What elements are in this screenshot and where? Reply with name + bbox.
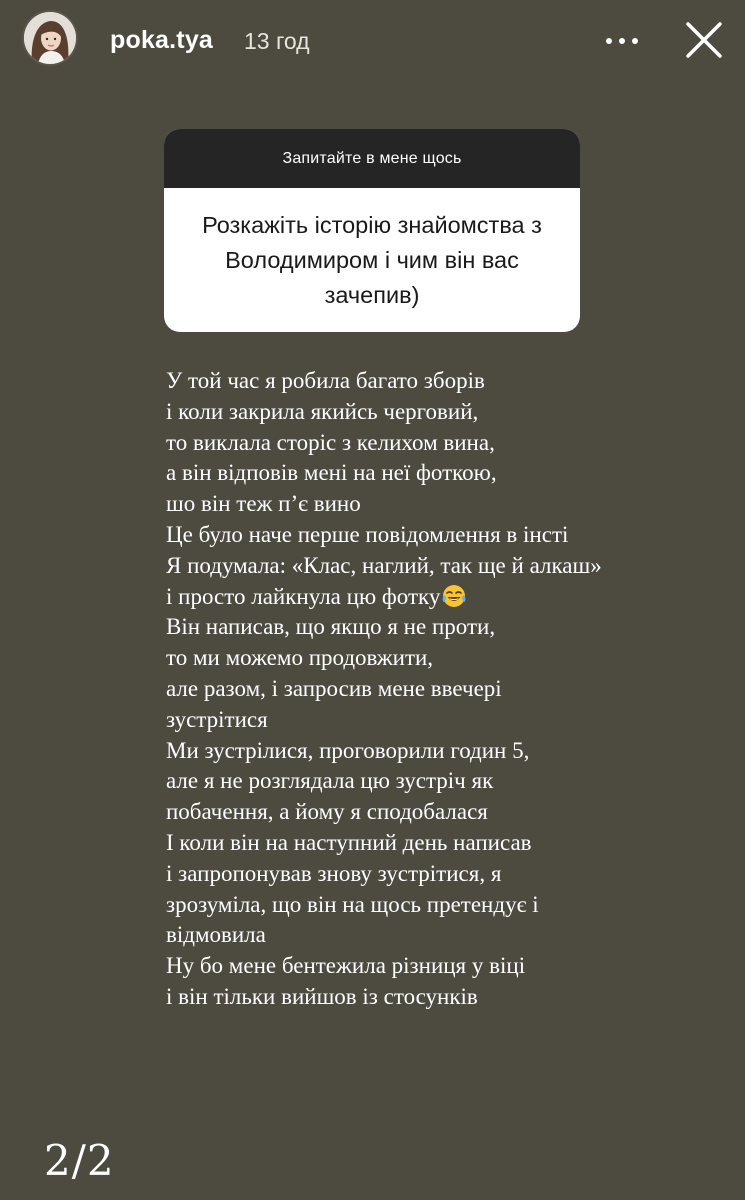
answer-line: Він написав, що якщо я не проти, [166,614,496,640]
close-button[interactable] [680,16,728,64]
answer-line: Це було наче перше повідомлення в інсті [166,521,569,547]
answer-line: відмовила [166,922,266,948]
more-horizontal-icon [606,38,612,44]
question-sticker-prompt: Запитайте в мене щось [164,129,580,188]
answer-line: зустрітися [166,706,268,732]
answer-line: І коли він на наступний день написав [166,829,532,855]
answer-line: У той час я робила багато зборів [166,368,485,393]
answer-line: і він тільки вийшов із стосунків [166,983,478,1009]
answer-line: але разом, і запросив мене ввечері [166,675,502,701]
answer-line: то виклала сторіс з келихом вина, [166,429,495,455]
question-sticker-question: Розкажіть історію знайомства з Володимиром і чим він вас зачепив) [202,211,542,308]
story-answer-text [166,366,726,1013]
question-sticker[interactable] [164,129,580,332]
story-page-counter: 2/2 [44,1136,115,1185]
answer-line: побачення, а йому я сподобалася [166,799,488,825]
answer-line: зрозуміла, що він на щось претендує і [166,891,539,917]
answer-line: Ми зустрілися, проговорили годин 5, [166,737,530,763]
answer-line: Я подумала: «Клас, наглий, так ще й алкаш» [166,552,602,578]
answer-line: і запропонував знову зустрітися, я [166,860,502,886]
answer-line: шо він теж п’є вино [166,491,361,517]
story-header [0,0,745,84]
answer-line: і просто лайкнула цю фотку [166,583,441,609]
answer-line-with-emoji [166,582,726,613]
close-icon [680,16,728,64]
answer-line: то ми можемо продовжити, [166,645,434,671]
answer-line: але я не розглядала цю зустріч як [166,768,494,794]
answer-line: Ну бо мене бентежила різниця у віці [166,953,526,979]
answer-line: а він відповів мені на неї фоткою, [166,460,497,486]
post-timestamp: 13 год [244,28,310,54]
more-options-button[interactable] [598,26,646,56]
profile-avatar[interactable] [24,12,76,64]
username[interactable]: poka.tya [110,26,214,54]
avatar-photo-icon [24,12,76,64]
face-with-tears-of-joy-icon [441,583,467,609]
answer-line: і коли закрила якийсь черговий, [166,398,479,424]
